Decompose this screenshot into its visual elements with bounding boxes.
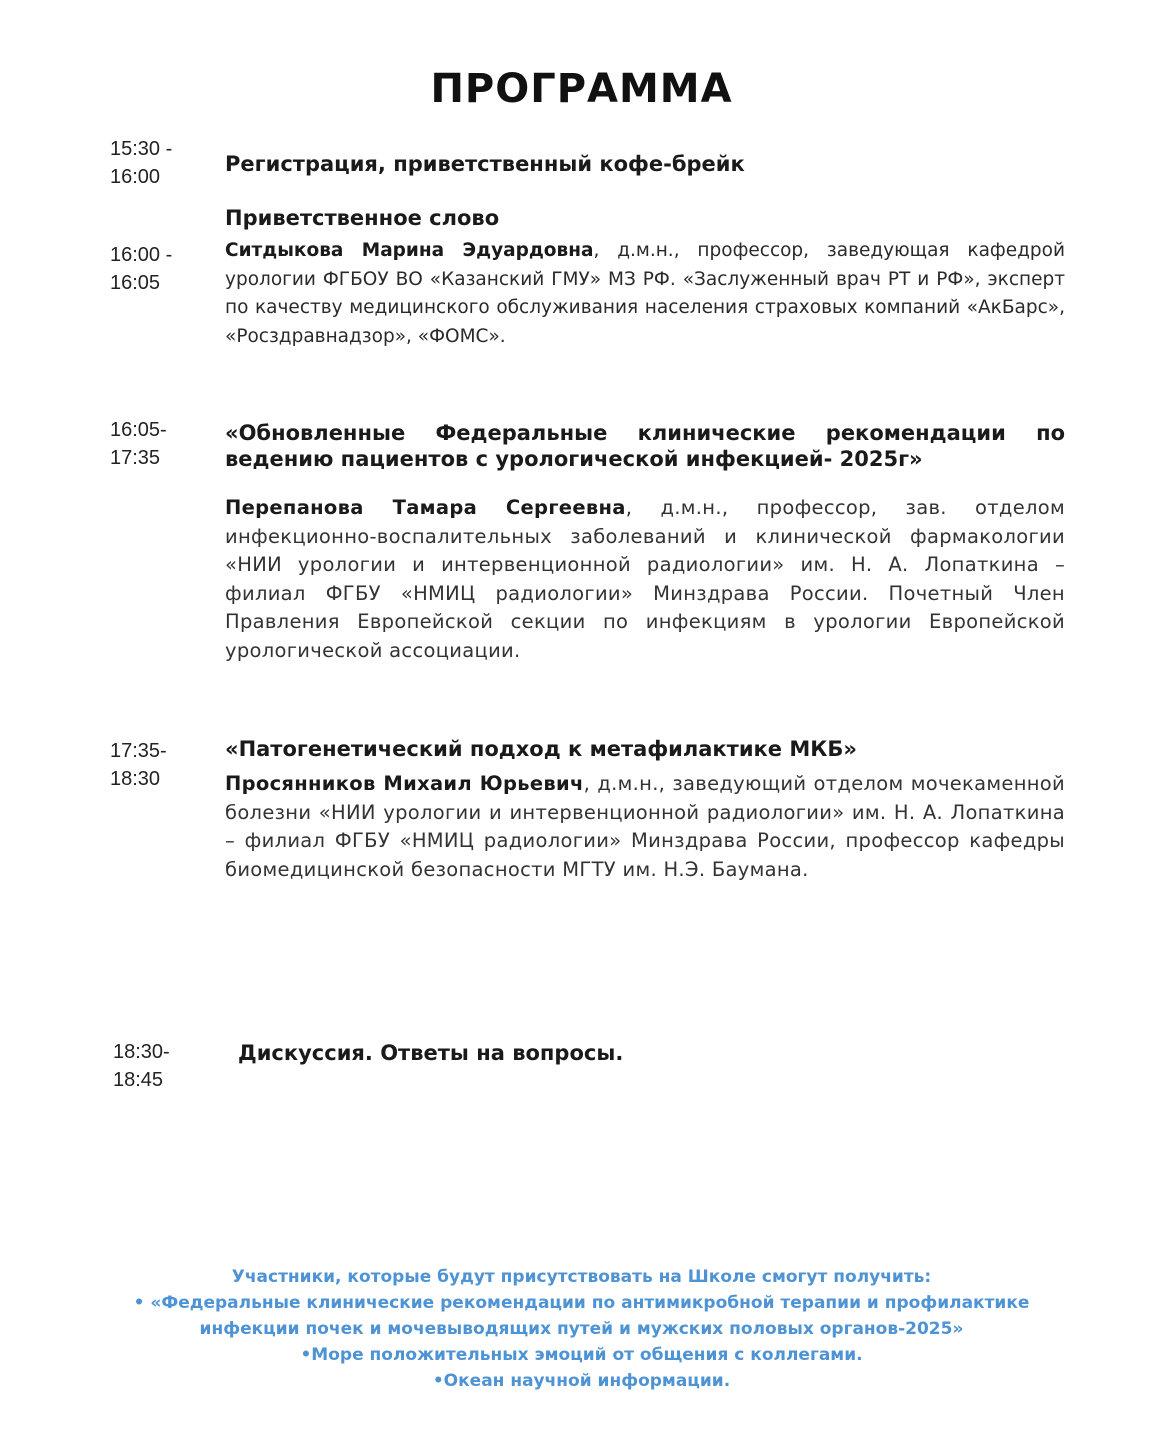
benefit-item: • «Федеральные клинические рекомендации по антимикробной терапии и профилактике bbox=[133, 1293, 1030, 1313]
benefit-item-continued: инфекции почек и мочевыводящих путей и мужских половых органов-2025» bbox=[199, 1319, 964, 1339]
benefits-intro: Участники, которые будут присутствовать на Школе смогут получить: bbox=[231, 1267, 932, 1287]
time-end: 16:00 bbox=[110, 166, 161, 188]
time-slot-2 bbox=[110, 241, 200, 297]
item-heading: Приветственное слово bbox=[225, 206, 500, 230]
time-start: 16:05- bbox=[110, 419, 167, 441]
time-start: 15:30 - bbox=[110, 138, 173, 160]
speaker-name: Перепанова Тамара Сергеевна bbox=[225, 496, 626, 519]
speaker-bio bbox=[225, 494, 1065, 665]
item-heading: «Обновленные Федеральные клинические рекомендации по ведению пациентов с урологической инфекцией- 2025г» bbox=[225, 421, 1065, 471]
speaker-bio bbox=[225, 237, 1065, 351]
time-slot-5 bbox=[113, 1038, 203, 1094]
benefit-item: •Океан научной информации. bbox=[432, 1371, 731, 1391]
time-start: 16:00 - bbox=[110, 244, 173, 266]
time-start: 17:35- bbox=[110, 740, 167, 762]
program-item-1 bbox=[225, 151, 1065, 177]
item-heading: «Патогенетический подход к метафилактике МКБ» bbox=[225, 737, 857, 761]
program-item-2 bbox=[225, 205, 1065, 351]
time-end: 17:35 bbox=[110, 447, 161, 469]
time-end: 18:45 bbox=[113, 1069, 164, 1091]
speaker-credentials: , д.м.н., профессор, зав. отделом инфекционно-воспалительных заболеваний и клинической фармакологии «НИИ урологии и интервенционной радиологии» им. Н. А. Лопаткина – филиал ФГБУ «НМИЦ радиологии» Минздрава России. Почетный Член Правления Европейской секции по инфекциям в урологии Европейской урологической ассоциации. bbox=[225, 496, 1066, 662]
speaker-name: Ситдыкова Марина Эдуардовна bbox=[225, 240, 594, 261]
time-end: 18:30 bbox=[110, 768, 161, 790]
speaker-credentials: , д.м.н., заведующий отделом мочекаменной болезни «НИИ урологии и интервенционной радиологии» им. Н. А. Лопаткина – филиал ФГБУ «НМИЦ радиологии» Минздрава России, профессор кафедры биомедицинской безопасности МГТУ им. Н.Э. Баумана. bbox=[225, 772, 1065, 881]
time-end: 16:05 bbox=[110, 272, 161, 294]
time-slot-3 bbox=[110, 416, 200, 472]
speaker-name: Просянников Михаил Юрьевич bbox=[225, 772, 584, 795]
program-item-5 bbox=[238, 1040, 1078, 1066]
item-heading: Дискуссия. Ответы на вопросы. bbox=[238, 1041, 624, 1065]
item-heading: Регистрация, приветственный кофе-брейк bbox=[225, 152, 745, 176]
program-item-4 bbox=[225, 736, 1065, 884]
program-item-3 bbox=[225, 420, 1065, 665]
time-slot-1 bbox=[110, 135, 200, 191]
page-title: ПРОГРАММА bbox=[430, 66, 733, 112]
time-start: 18:30- bbox=[113, 1041, 170, 1063]
benefit-item: •Море положительных эмоций от общения с коллегами. bbox=[300, 1345, 863, 1365]
speaker-credentials: , д.м.н., профессор, заведующая кафедрой урологии ФГБОУ ВО «Казанский ГМУ» МЗ РФ. «Заслуженный врач РТ и РФ», эксперт по качеству медицинского обслуживания населения страховых компаний «АкБарс», «Росздравнадзор», «ФОМС». bbox=[225, 240, 1065, 347]
participant-benefits bbox=[0, 1264, 1163, 1394]
speaker-bio bbox=[225, 770, 1065, 884]
time-slot-4 bbox=[110, 737, 200, 793]
